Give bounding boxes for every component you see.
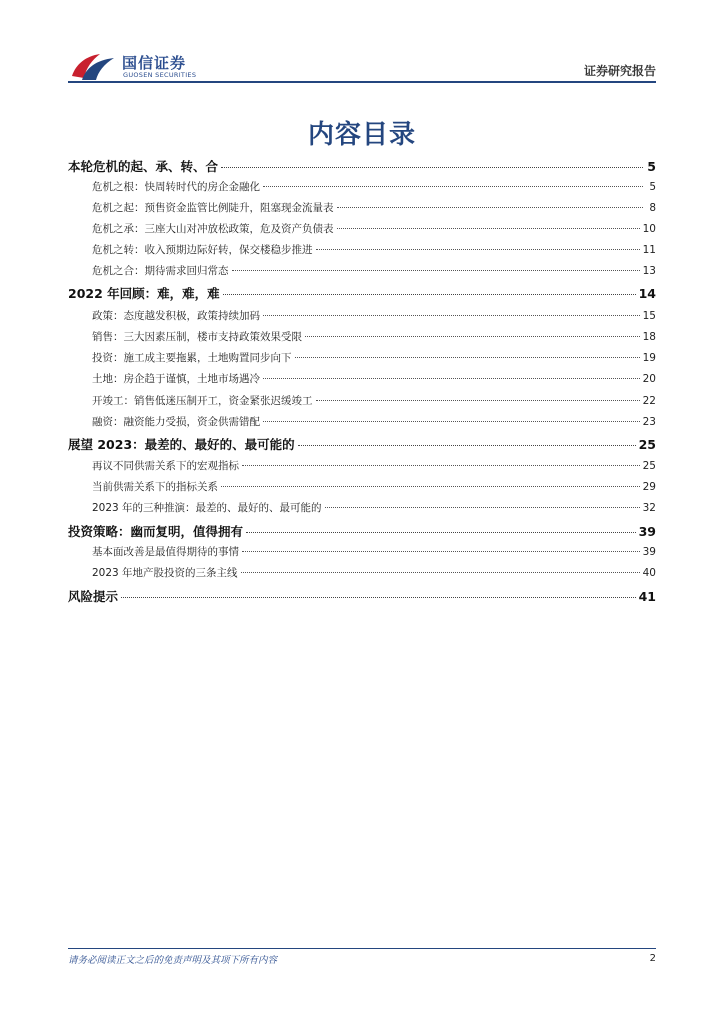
toc-section-entry[interactable] xyxy=(68,522,656,540)
toc-entry-page: 39 xyxy=(642,546,656,558)
toc-subsection-entry[interactable] xyxy=(68,308,656,323)
toc-dot-leader xyxy=(316,400,640,401)
toc-entry-label: 危机之承：三座大山对冲放松政策，危及资产负债表 xyxy=(92,223,334,235)
toc-subsection-entry[interactable] xyxy=(68,479,656,494)
guosen-logo xyxy=(70,50,210,84)
toc-section-entry[interactable] xyxy=(68,157,656,175)
toc-entry-label: 土地：房企趋于谨慎，土地市场遇冷 xyxy=(92,373,260,385)
toc-dot-leader xyxy=(337,228,640,229)
toc-entry-page: 23 xyxy=(642,416,656,428)
disclaimer-note: 请务必阅读正文之后的免责声明及其项下所有内容 xyxy=(68,955,278,966)
toc-subsection-entry[interactable] xyxy=(68,565,656,580)
toc-entry-page: 11 xyxy=(642,244,656,256)
toc-entry-page: 10 xyxy=(642,223,656,235)
report-type-label: 证券研究报告 xyxy=(583,64,656,78)
toc-entry-page: 18 xyxy=(642,331,656,343)
toc-entry-label: 2023 年的三种推演：最差的、最好的、最可能的 xyxy=(92,502,322,514)
toc-dot-leader xyxy=(298,445,636,446)
toc-entry-page: 39 xyxy=(638,524,656,539)
toc-dot-leader xyxy=(242,465,640,466)
toc-subsection-entry[interactable] xyxy=(68,242,656,257)
toc-dot-leader xyxy=(263,315,640,316)
toc-dot-leader xyxy=(337,207,644,208)
logo-english-name: GUOSEN SECURITIES xyxy=(123,71,197,79)
toc-subsection-entry[interactable] xyxy=(68,414,656,429)
toc-entry-page: 20 xyxy=(642,373,656,385)
toc-entry-label: 投资策略：幽而复明，值得拥有 xyxy=(68,524,244,539)
toc-entry-page: 13 xyxy=(642,265,656,277)
toc-section-entry[interactable] xyxy=(68,587,656,605)
toc-entry-page: 29 xyxy=(642,481,656,493)
toc-entry-page: 22 xyxy=(642,395,656,407)
toc-subsection-entry[interactable] xyxy=(68,179,656,194)
toc-dot-leader xyxy=(263,378,640,379)
toc-entry-label: 风险提示 xyxy=(68,589,119,604)
toc-entry-label: 政策：态度越发积极，政策持续加码 xyxy=(92,310,260,322)
toc-dot-leader xyxy=(325,507,640,508)
toc-dot-leader xyxy=(241,572,640,573)
toc-dot-leader xyxy=(223,294,636,295)
toc-entry-label: 投资：施工成主要拖累，土地购置同步向下 xyxy=(92,352,292,364)
toc-entry-label: 危机之根：快周转时代的房企金融化 xyxy=(92,181,260,193)
footer-divider xyxy=(68,948,656,949)
toc-entry-page: 14 xyxy=(638,286,656,301)
toc-dot-leader xyxy=(221,486,640,487)
toc-entry-label: 展望 2023：最差的、最好的、最可能的 xyxy=(68,437,295,452)
toc-dot-leader xyxy=(121,597,636,598)
toc-subsection-entry[interactable] xyxy=(68,200,656,215)
toc-entry-label: 开竣工：销售低迷压制开工，资金紧张迟缓竣工 xyxy=(92,395,313,407)
page-header xyxy=(0,0,724,90)
toc-entry-label: 2022 年回顾：难，难，难 xyxy=(68,286,220,301)
toc-entry-page: 40 xyxy=(642,567,656,579)
toc-subsection-entry[interactable] xyxy=(68,544,656,559)
toc-entry-page: 41 xyxy=(638,589,656,604)
toc-entry-page: 15 xyxy=(642,310,656,322)
toc-dot-leader xyxy=(246,532,636,533)
toc-entry-label: 基本面改善是最值得期待的事情 xyxy=(92,546,239,558)
toc-subsection-entry[interactable] xyxy=(68,221,656,236)
toc-subsection-entry[interactable] xyxy=(68,350,656,365)
toc-entry-page: 19 xyxy=(642,352,656,364)
toc-dot-leader xyxy=(232,270,640,271)
toc-dot-leader xyxy=(221,167,643,168)
toc-subsection-entry[interactable] xyxy=(68,329,656,344)
toc-dot-leader xyxy=(263,186,643,187)
toc-title: 内容目录 xyxy=(307,120,416,150)
toc-entry-page: 8 xyxy=(649,202,656,214)
header-divider xyxy=(68,81,656,83)
toc-entry-page: 5 xyxy=(647,159,656,174)
toc-entry-label: 2023 年地产股投资的三条主线 xyxy=(92,567,238,579)
toc-entry-page: 32 xyxy=(642,502,656,514)
toc-entry-label: 销售：三大因素压制，楼市支持政策效果受限 xyxy=(92,331,302,343)
toc-entry-label: 危机之起：预售资金监管比例陡升，阻塞现金流量表 xyxy=(92,202,334,214)
toc-subsection-entry[interactable] xyxy=(68,371,656,386)
toc-entry-label: 当前供需关系下的指标关系 xyxy=(92,481,218,493)
toc-entry-page: 25 xyxy=(638,437,656,452)
toc-section-entry[interactable] xyxy=(68,284,656,302)
toc-entry-label: 融资：融资能力受损，资金供需错配 xyxy=(92,416,260,428)
toc-entry-page: 5 xyxy=(649,181,656,193)
toc-entry-label: 本轮危机的起、承、转、合 xyxy=(68,159,219,174)
toc-entry-label: 再议不同供需关系下的宏观指标 xyxy=(92,460,239,472)
toc-subsection-entry[interactable] xyxy=(68,458,656,473)
toc-dot-leader xyxy=(295,357,640,358)
page-number: 2 xyxy=(649,953,656,964)
toc-dot-leader xyxy=(242,551,640,552)
toc-dot-leader xyxy=(305,336,640,337)
toc-entry-label: 危机之转：收入预期边际好转，保交楼稳步推进 xyxy=(92,244,313,256)
toc-entry-label: 危机之合：期待需求回归常态 xyxy=(92,265,229,277)
logo-chinese-name: 国信证券 xyxy=(122,54,187,72)
toc-section-entry[interactable] xyxy=(68,435,656,453)
toc-subsection-entry[interactable] xyxy=(68,500,656,515)
toc-dot-leader xyxy=(316,249,640,250)
toc-entry-page: 25 xyxy=(642,460,656,472)
guosen-logo-icon xyxy=(70,50,118,82)
toc-subsection-entry[interactable] xyxy=(68,263,656,278)
toc-subsection-entry[interactable] xyxy=(68,393,656,408)
toc-dot-leader xyxy=(263,421,640,422)
